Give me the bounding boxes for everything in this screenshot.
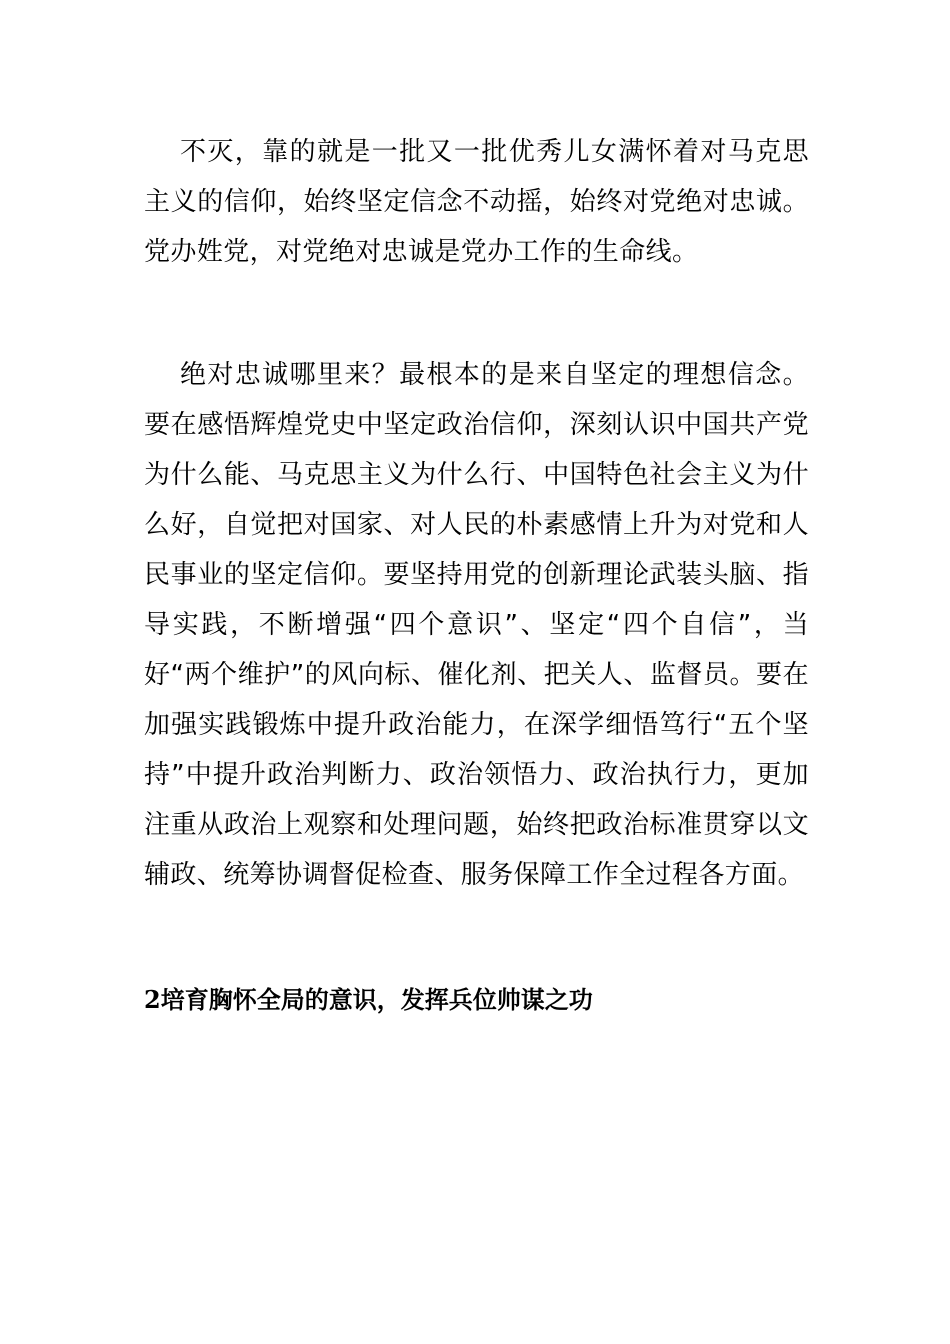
paragraph-loyalty-intro: 不灭，靠的就是一批又一批优秀儿女满怀着对马克思主义的信仰，始终坚定信念不动摇，始终对党绝对忠诚。党办姓党，对党绝对忠诚是党办工作的生命线。 <box>144 137 809 267</box>
paragraph-loyalty-source: 绝对忠诚哪里来？最根本的是来自坚定的理想信念。要在感悟辉煌党史中坚定政治信仰，深刻认识中国共产党为什么能、马克思主义为什么行、中国特色社会主义为什么好，自觉把对国家、对人民的朴素感情上升为对党和人民事业的坚定信仰。要坚持用党的创新理论武装头脑、指导实践，不断增强“四个意识”、坚定“四个自信”，当好“两个维护”的风向标、催化剂、把关人、监督员。要在加强实践锻炼中提升政治能力，在深学细悟笃行“五个坚持”中提升政治判断力、政治领悟力、政治执行力，更加注重从政治上观察和处理问题，始终把政治标准贯穿以文辅政、统筹协调督促检查、服务保障工作全过程各方面。 <box>144 360 809 890</box>
section-heading: 2培育胸怀全局的意识，发挥兵位帅谋之功 <box>144 985 593 1014</box>
